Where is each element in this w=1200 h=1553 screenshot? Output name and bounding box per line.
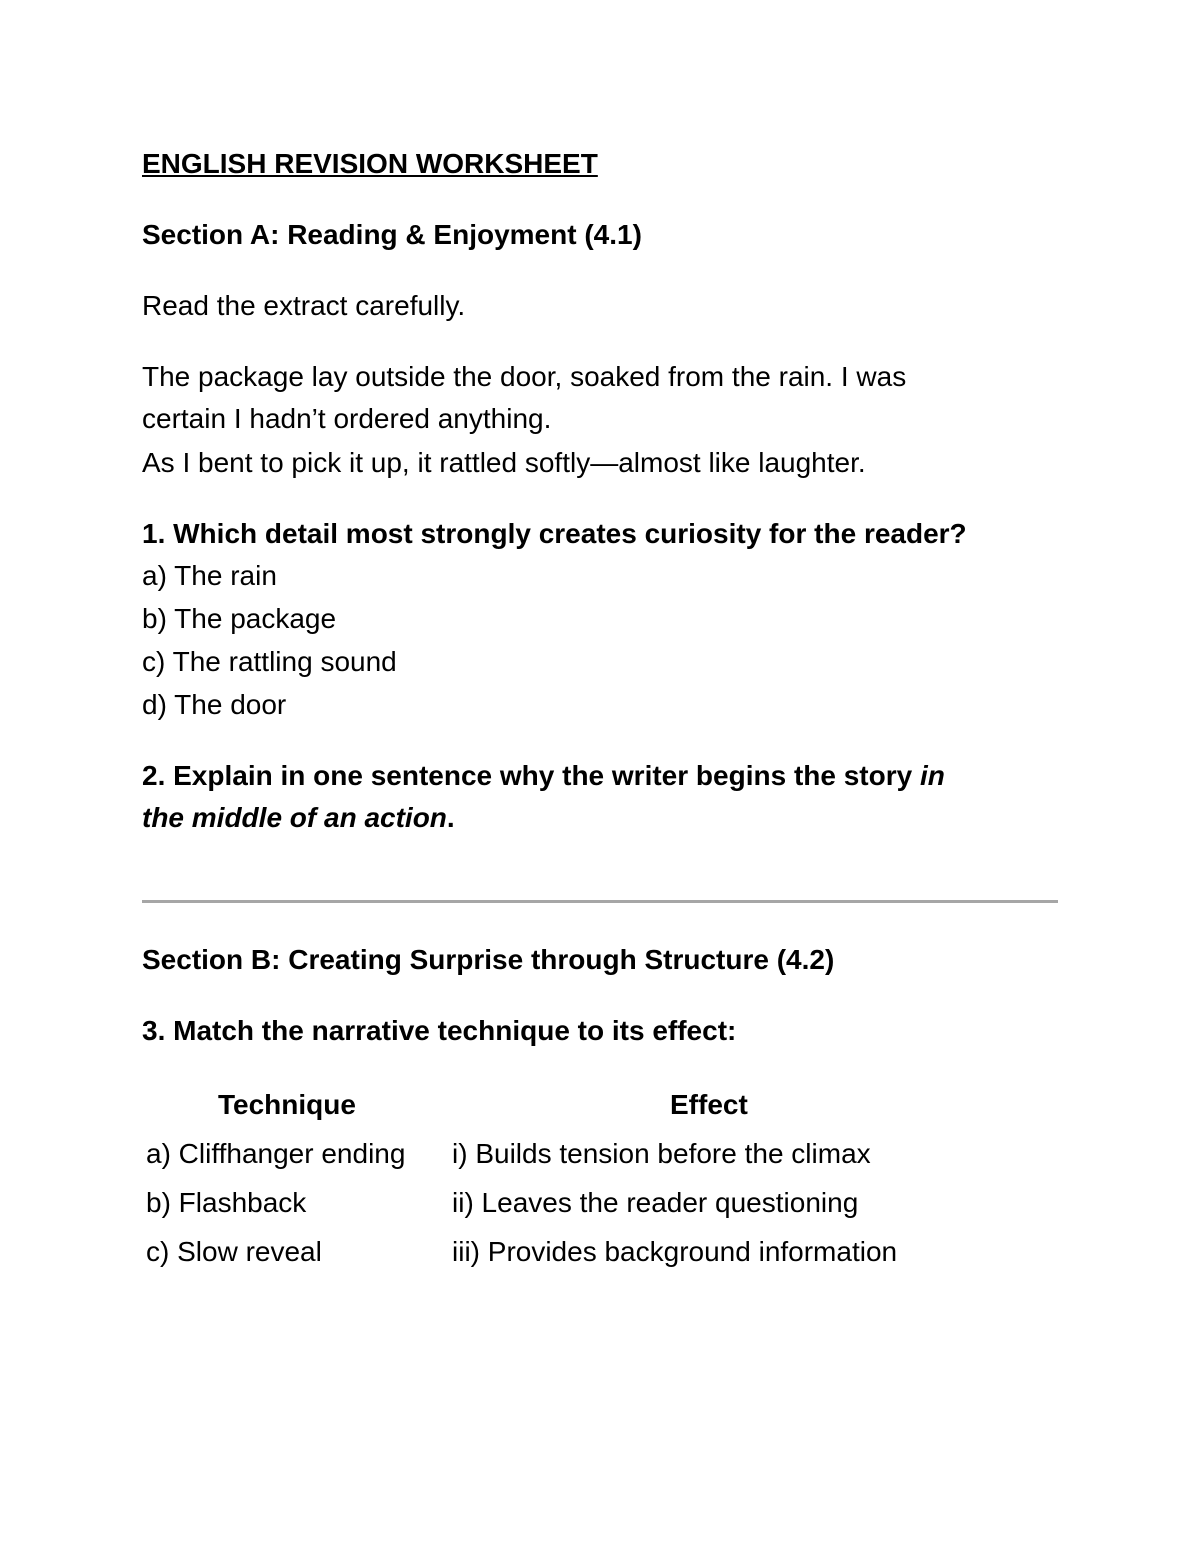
question-2-prompt-line-1 bbox=[142, 756, 945, 796]
question-1-prompt: 1. Which detail most strongly creates curiosity for the reader? bbox=[142, 518, 967, 549]
question-2-prompt-text: 2. Explain in one sentence why the writer begins the story bbox=[142, 760, 920, 791]
question-1-option-b: b) The package bbox=[142, 603, 337, 634]
technique-b: b) Flashback bbox=[146, 1187, 307, 1218]
section-divider bbox=[142, 900, 1058, 903]
question-2-prompt-line-2 bbox=[142, 798, 455, 838]
effect-i: i) Builds tension before the climax bbox=[452, 1138, 871, 1169]
extract-line-1: The package lay outside the door, soaked from the rain. I was bbox=[142, 361, 907, 392]
question-1-option-a: a) The rain bbox=[142, 560, 277, 591]
match-header-technique: Technique bbox=[218, 1089, 356, 1120]
section-a-heading: Section A: Reading & Enjoyment (4.1) bbox=[142, 219, 642, 250]
worksheet-title: ENGLISH REVISION WORKSHEET bbox=[142, 148, 598, 179]
technique-c: c) Slow reveal bbox=[146, 1236, 322, 1267]
question-2-prompt-end: . bbox=[446, 802, 455, 833]
effect-ii: ii) Leaves the reader questioning bbox=[452, 1187, 859, 1218]
effect-iii: iii) Provides background information bbox=[452, 1236, 898, 1267]
section-a-instruction: Read the extract carefully. bbox=[142, 290, 466, 321]
question-1-option-d: d) The door bbox=[142, 689, 287, 720]
question-3-prompt: 3. Match the narrative technique to its effect: bbox=[142, 1015, 737, 1046]
section-b-heading: Section B: Creating Surprise through Structure (4.2) bbox=[142, 944, 835, 975]
technique-a: a) Cliffhanger ending bbox=[146, 1138, 406, 1169]
question-2-prompt-italic-in: in bbox=[919, 760, 945, 791]
match-header-effect: Effect bbox=[670, 1089, 748, 1120]
question-1-option-c: c) The rattling sound bbox=[142, 646, 397, 677]
extract-line-3: As I bent to pick it up, it rattled softly—almost like laughter. bbox=[142, 447, 866, 478]
extract-line-2: certain I hadn’t ordered anything. bbox=[142, 403, 552, 434]
question-2-prompt-italic-phrase: the middle of an action bbox=[142, 802, 447, 833]
